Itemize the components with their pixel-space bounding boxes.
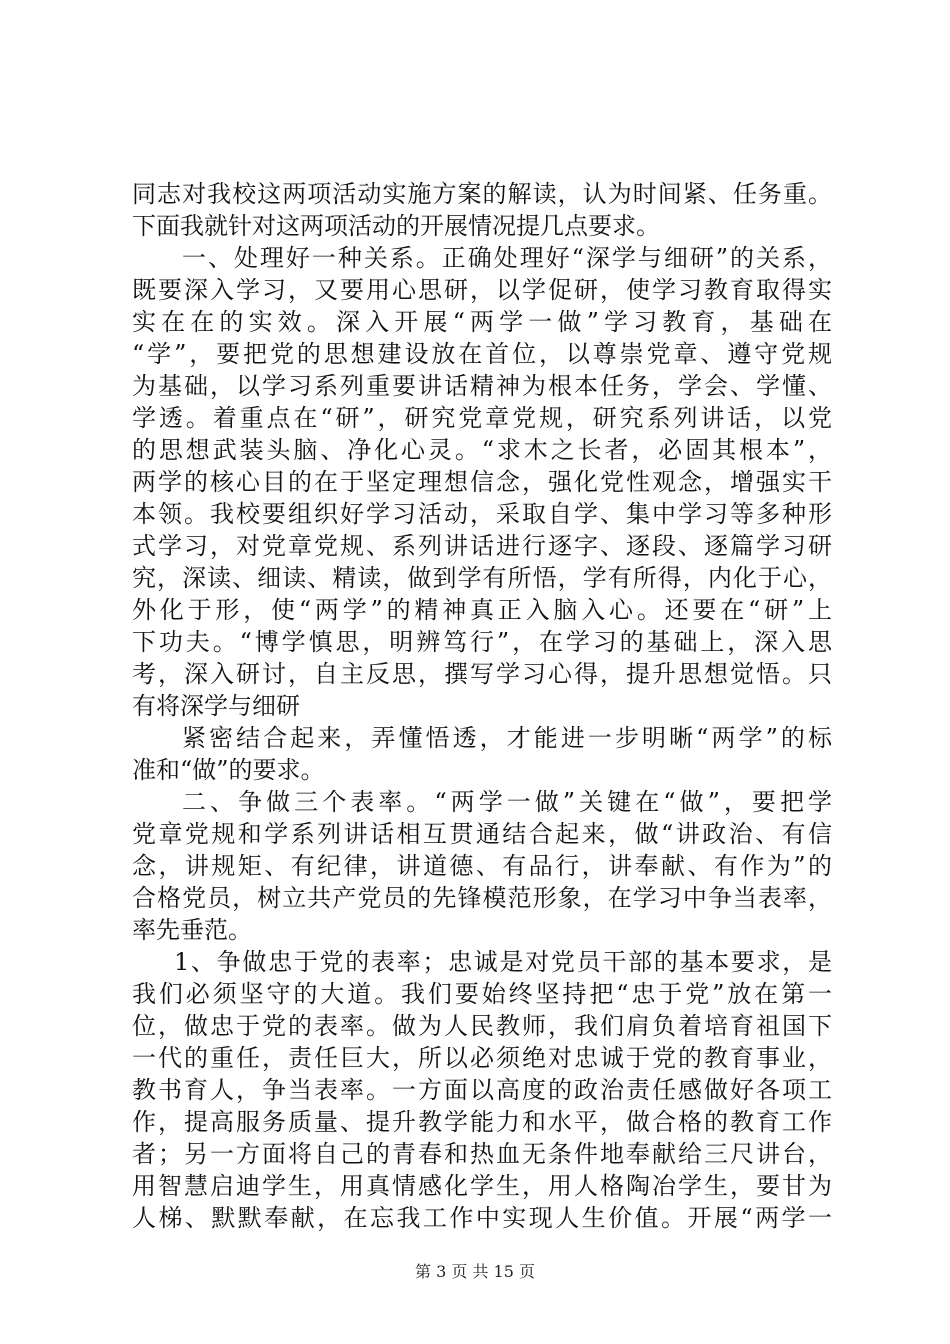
text-line: 合格党员，树立共产党员的先锋模范形象，在学习中争当表率， — [132, 884, 832, 912]
text-line: 用智慧启迪学生，用真情感化学生，用人格陶冶学生，要甘为 — [132, 1172, 832, 1200]
document-body — [132, 178, 832, 1234]
text-line: 教书育人，争当表率。一方面以高度的政治责任感做好各项工 — [132, 1076, 832, 1104]
text-line: 二、争做三个表率。“两学一做”关键在“做”，要把学 — [182, 788, 832, 816]
text-line: 究，深读、细读、精读，做到学有所悟，学有所得，内化于心， — [132, 564, 832, 592]
text-line: 者；另一方面将自己的青春和热血无条件地奉献给三尺讲台， — [132, 1140, 832, 1168]
text-line: 有将深学与细研 — [132, 692, 300, 720]
text-line: 为基础，以学习系列重要讲话精神为根本任务，学会、学懂、 — [132, 372, 832, 400]
text-line: 紧密结合起来，弄懂悟透，才能进一步明晰“两学”的标 — [182, 724, 832, 752]
text-line: 实在在的实效。深入开展“两学一做”学习教育，基础在 — [132, 308, 832, 336]
text-line: 党章党规和学系列讲话相互贯通结合起来，做“讲政治、有信 — [132, 820, 832, 848]
text-line: 一代的重任，责任巨大，所以必须绝对忠诚于党的教育事业， — [132, 1044, 832, 1072]
text-line: 下功夫。“博学慎思，明辨笃行”，在学习的基础上，深入思 — [132, 628, 832, 656]
text-line: 准和“做”的要求。 — [132, 756, 325, 784]
text-line: 式学习，对党章党规、系列讲话进行逐字、逐段、逐篇学习研 — [132, 532, 832, 560]
text-line: 考，深入研讨，自主反思，撰写学习心得，提升思想觉悟。只 — [132, 660, 832, 688]
text-line: 的思想武装头脑、净化心灵。“求木之长者，必固其根本”， — [132, 436, 832, 464]
text-line: 两学的核心目的在于坚定理想信念，强化党性观念，增强实干 — [132, 468, 832, 496]
text-line: 率先垂范。 — [132, 916, 252, 944]
text-line: 本领。我校要组织好学习活动，采取自学、集中学习等多种形 — [132, 500, 832, 528]
text-line: 同志对我校这两项活动实施方案的解读，认为时间紧、任务重。 — [132, 180, 832, 208]
text-line: 外化于形，使“两学”的精神真正入脑入心。还要在“研”上 — [132, 596, 832, 624]
text-line: 念，讲规矩、有纪律，讲道德、有品行，讲奉献、有作为”的 — [132, 852, 832, 880]
text-line: 作，提高服务质量、提升教学能力和水平，做合格的教育工作 — [132, 1108, 832, 1136]
page-number-footer: 第 3 页 共 15 页 — [415, 1262, 535, 1281]
text-line: 我们必须坚守的大道。我们要始终坚持把“忠于党”放在第一 — [132, 980, 832, 1008]
text-line: 既要深入学习，又要用心思研，以学促研，使学习教育取得实 — [132, 276, 832, 304]
text-line: 位，做忠于党的表率。做为人民教师，我们肩负着培育祖国下 — [132, 1012, 832, 1040]
text-line: 人梯、默默奉献，在忘我工作中实现人生价值。开展“两学一 — [132, 1204, 832, 1232]
text-line: 一、处理好一种关系。正确处理好“深学与细研”的关系， — [182, 244, 832, 272]
text-line: 下面我就针对这两项活动的开展情况提几点要求。 — [132, 212, 660, 240]
text-line: “学”，要把党的思想建设放在首位，以尊崇党章、遵守党规 — [132, 340, 832, 368]
text-line: 学透。着重点在“研”，研究党章党规，研究系列讲话，以党 — [132, 404, 832, 432]
text-line: 1、争做忠于党的表率；忠诚是对党员干部的基本要求，是 — [174, 948, 832, 976]
